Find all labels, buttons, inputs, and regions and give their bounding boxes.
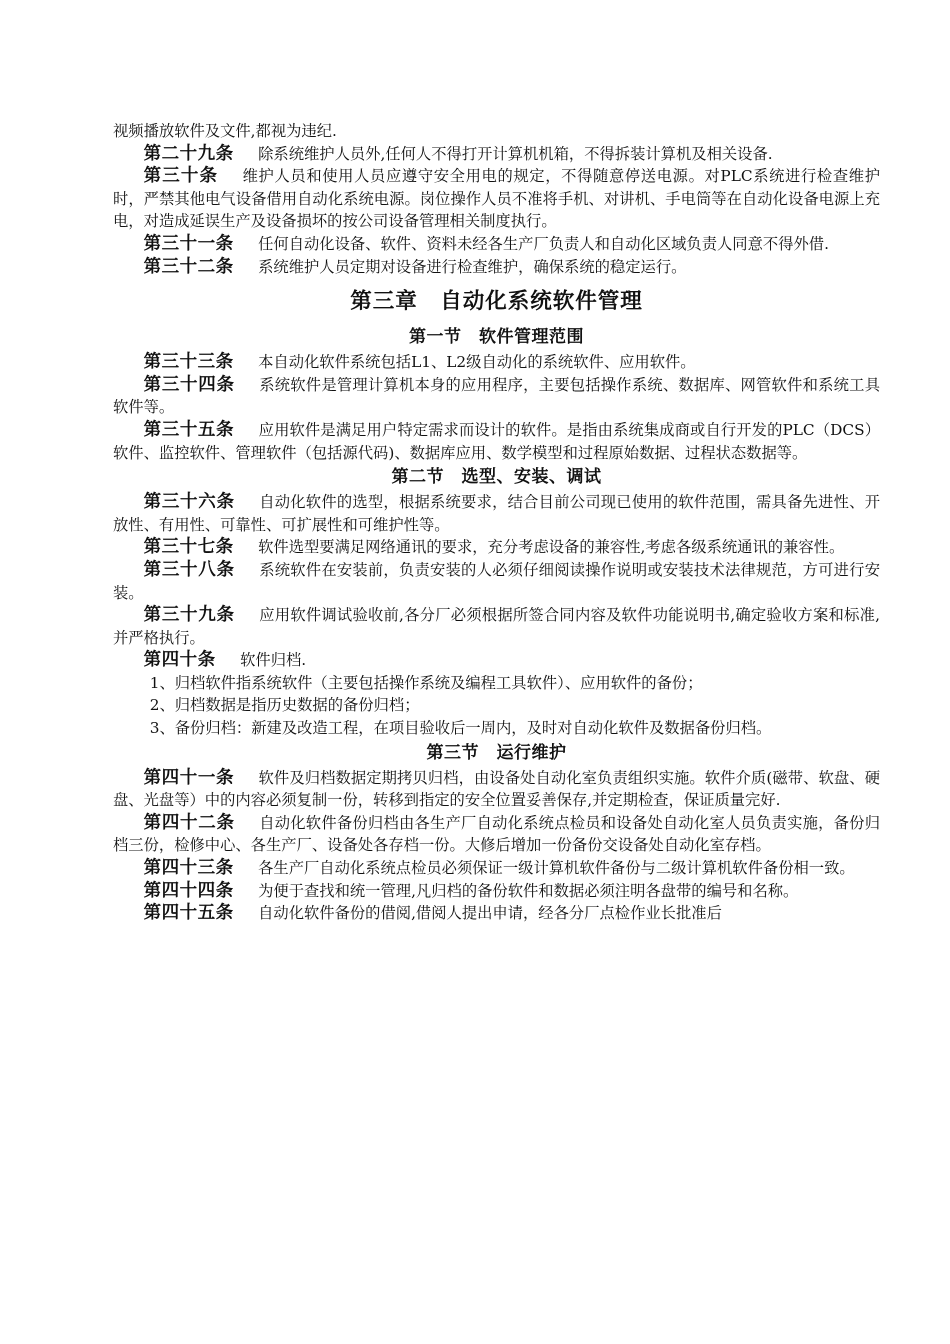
article-44 (113, 880, 880, 903)
article-38 (113, 559, 880, 604)
article-text: 本自动化软件系统包括L1、L2级自动化的系统软件、应用软件。 (258, 353, 696, 372)
section-title: 第一节 软件管理范围 (409, 327, 584, 348)
article-label: 第四十二条 (143, 812, 235, 833)
article-34 (113, 374, 880, 419)
article-35 (113, 419, 880, 464)
article-label: 第三十一条 (143, 233, 234, 254)
article-label: 第三十三条 (143, 352, 234, 373)
article-text: 自动化软件的选型，根据系统要求，结合目前公司现已使用的软件范围，需具备先进性、开放性、有用性、可靠性、可扩展性和可维护性等。 (113, 493, 880, 534)
document-body (113, 120, 880, 925)
section-title: 第三节 运行维护 (426, 742, 567, 763)
article-label: 第四十五条 (143, 903, 234, 924)
article-32 (113, 256, 880, 279)
article-40 (113, 649, 880, 672)
article-label: 第四十三条 (143, 858, 234, 879)
article-label: 第三十五条 (143, 419, 235, 440)
article-36 (113, 491, 880, 536)
article-30 (113, 165, 880, 233)
article-label: 第三十六条 (143, 492, 235, 513)
chapter-title: 第三章 自动化系统软件管理 (350, 289, 643, 315)
article-text: 软件及归档数据定期拷贝归档，由设备处自动化室负责组织实施。软件介质(磁带、软盘、硬盘、光盘等）中的内容必须复制一份，转移到指定的安全位置妥善保存,并定期检查，保证质量完好. (113, 768, 880, 810)
article-text: 系统维护人员定期对设备进行检查维护，确保系统的稳定运行。 (258, 257, 687, 276)
article-33 (113, 351, 880, 374)
article-label: 第三十二条 (143, 256, 234, 277)
article-39 (113, 604, 880, 649)
article-43 (113, 857, 880, 880)
article-label: 第三十八条 (143, 559, 235, 580)
intro-paragraph: 视频播放软件及文件,都视为违纪. (113, 122, 337, 140)
article-text: 应用软件是满足用户特定需求而设计的软件。是指由系统集成商或自行开发的PLC（DCS）软件、监控软件、管理软件（包括源代码)、数据库应用、数学模型和过程原始数据、过程状态数据等。 (113, 420, 881, 462)
article-label: 第二十九条 (143, 143, 234, 164)
article-text: 任何自动化设备、软件、资料未经各生产厂负责人和自动化区域负责人同意不得外借. (258, 234, 829, 253)
article-text: 除系统维护人员外,任何人不得打开计算机机箱，不得拆装计算机及相关设备. (258, 144, 773, 163)
article-31 (113, 233, 880, 256)
article-label: 第三十九条 (143, 605, 235, 626)
article-text: 软件归档. (240, 651, 307, 670)
article-label: 第四十四条 (143, 880, 234, 901)
article-label: 第四十一条 (143, 767, 235, 788)
section-title: 第二节 选型、安装、调试 (391, 467, 602, 488)
article-text: 维护人员和使用人员应遵守安全用电的规定，不得随意停送电源。对PLC系统进行检查维护时，严禁其他电气设备借用自动化系统电源。岗位操作人员不准将手机、对讲机、手电筒等在自动化设备电源上充电，对造成延误生产及设备损坏的按公司设备管理相关制度执行。 (113, 167, 880, 231)
list-item: 2、归档数据是指历史数据的备份归档； (149, 696, 420, 715)
article-text: 应用软件调试验收前,各分厂必须根据所签合同内容及软件功能说明书,确定验收方案和标准,并严格执行。 (113, 606, 881, 647)
list-item: 1、归档软件指系统软件（主要包括操作系统及编程工具软件）、应用软件的备份； (149, 673, 703, 692)
article-text: 软件选型要满足网络通讯的要求，充分考虑设备的兼容性,考虑各级系统通讯的兼容性。 (258, 538, 845, 557)
article-42 (113, 812, 880, 857)
article-45 (113, 902, 880, 925)
article-label: 第三十四条 (143, 374, 235, 395)
article-text: 自动化软件备份的借阅,借阅人提出申请，经各分厂点检作业长批准后 (258, 904, 722, 923)
article-text: 各生产厂自动化系统点检员必须保证一级计算机软件备份与二级计算机软件备份相一致。 (258, 859, 855, 878)
article-text: 系统软件在安装前，负责安装的人必须仔细阅读操作说明或安装技术法律规范，方可进行安装。 (113, 560, 880, 602)
list-item: 3、备份归档：新建及改造工程，在项目验收后一周内，及时对自动化软件及数据备份归档。 (149, 719, 772, 738)
article-41 (113, 767, 880, 812)
article-label: 第四十条 (143, 650, 216, 671)
article-text: 为便于查找和统一管理,凡归档的备份软件和数据必须注明各盘带的编号和名称。 (258, 881, 799, 900)
article-text: 系统软件是管理计算机本身的应用程序，主要包括操作系统、数据库、网管软件和系统工具软件等。 (113, 375, 880, 417)
article-label: 第三十七条 (143, 537, 234, 558)
article-text: 自动化软件备份归档由各生产厂自动化系统点检员和设备处自动化室人员负责实施，备份归档三份，检修中心、各生产厂、设备处各存档一份。大修后增加一份备份交设备处自动化室存档。 (113, 813, 880, 855)
article-37 (113, 536, 880, 559)
article-29 (113, 143, 880, 166)
article-label: 第三十条 (143, 166, 219, 187)
